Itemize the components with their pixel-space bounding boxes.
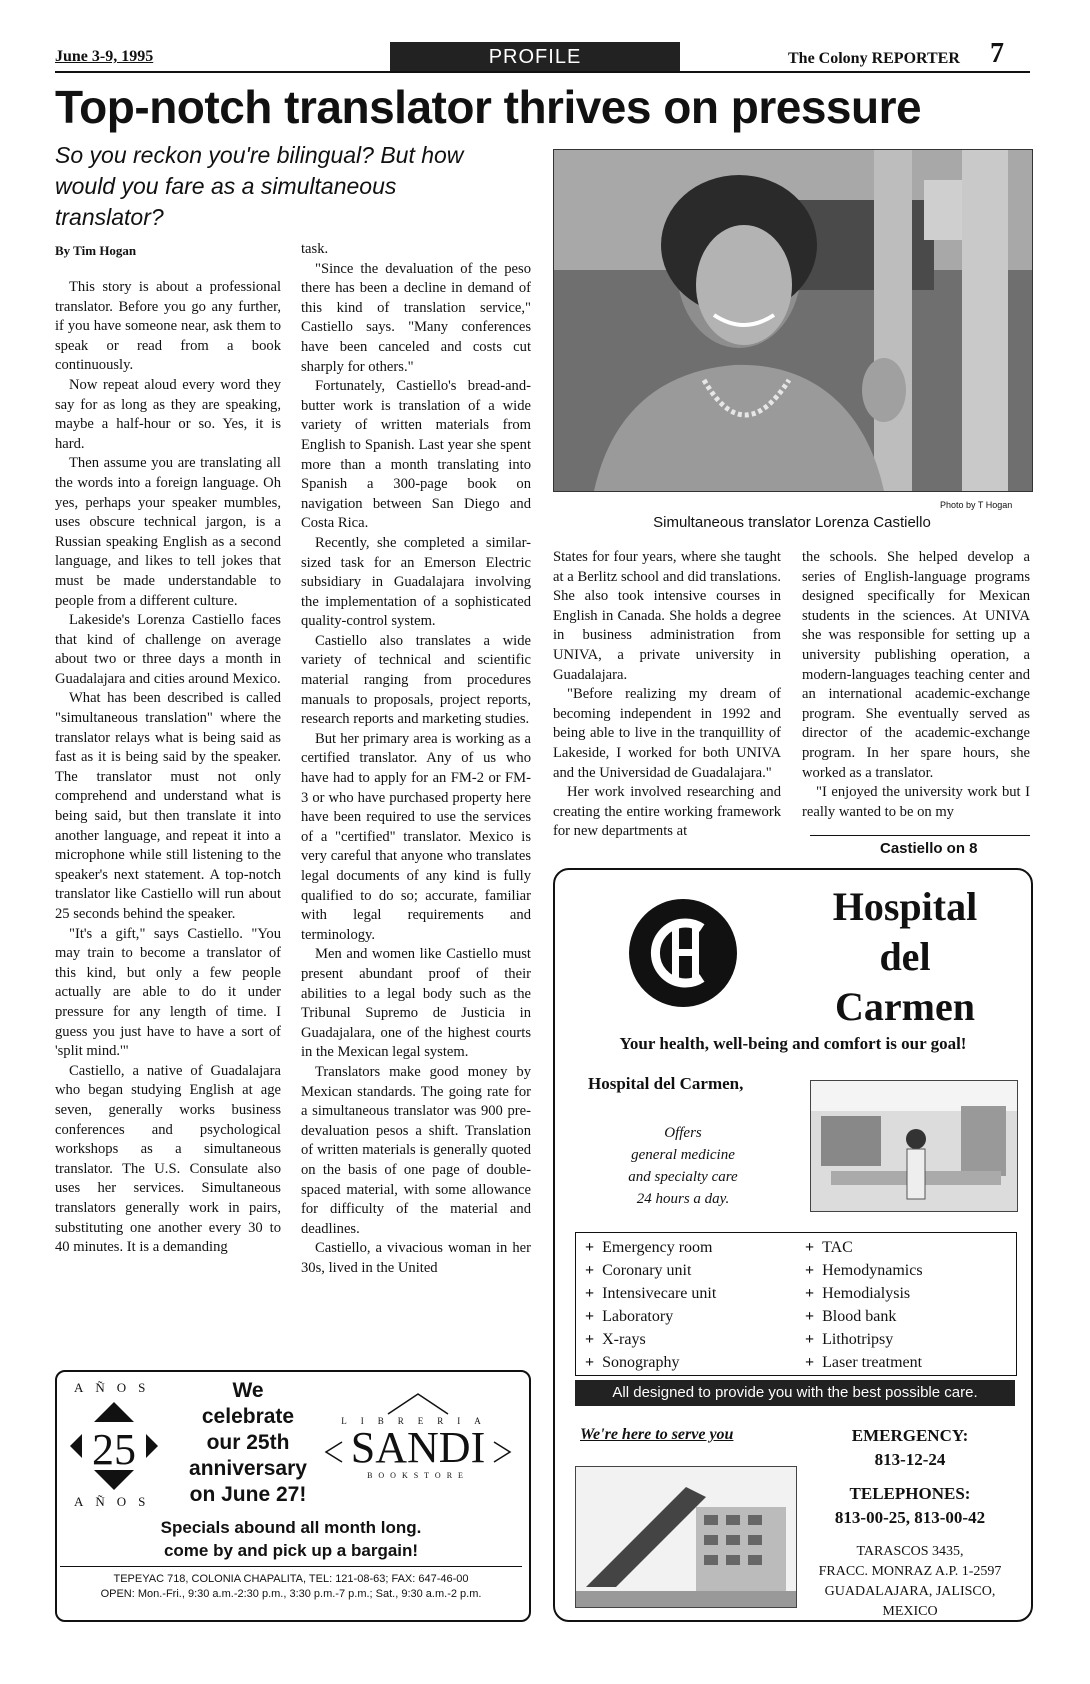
hospital-serve-tagline: We're here to serve you — [580, 1426, 734, 1443]
paragraph: This story is about a professional translator. Before you go any further, if you have someone near, ask them to speak or read from a book continuously. — [55, 279, 281, 374]
paragraph: Translators make good money by Mexican standards. The going rate for a simultaneous translator was 900 pre-devaluation pesos a shift. Translation of written materials is generally quoted on the basis of one page of double-spaced material, with some allowance for difficulty of the material and deadlines. — [301, 1063, 531, 1237]
list-item: + Blood bank — [805, 1308, 897, 1325]
list-item: + Lithotripsy — [805, 1331, 894, 1348]
list-item: + TAC — [805, 1239, 853, 1256]
paragraph: Then assume you are translating all the words into a foreign language. Oh yes, perhaps your speaker mumbles, uses obscure technical jargon, is a Russian speaking English as a second language, and likes to tell jokes that must be made understandable to people from a different culture. — [55, 455, 281, 609]
list-item: + Emergency room — [585, 1239, 713, 1256]
headline: Top-notch translator thrives on pressure — [55, 81, 922, 133]
bookstore-rule — [60, 1566, 522, 1567]
bookstore-address: TEPEYAC 718, COLONIA CHAPALITA, TEL: 121-08-63; FAX: 647-46-00 OPEN: Mon.-Fri., 9:30 a.m.-2:30 p.m., 3:30 p.m.-7 p.m.; Sat., 9:30 a.m.-2 p.m. — [100, 1573, 482, 1600]
article-column-2 — [301, 240, 531, 1278]
continued-rule — [810, 835, 1030, 836]
photo-caption: Simultaneous translator Lorenza Castiello — [653, 514, 931, 531]
anniversary-number: 25 — [92, 1425, 136, 1474]
issue-date: June 3-9, 1995 — [55, 48, 154, 65]
list-item: + Sonography — [585, 1354, 680, 1371]
list-item: + X-rays — [585, 1331, 646, 1348]
services-list-left — [585, 1236, 795, 1374]
deck: So you reckon you're bilingual? But how would you fare as a simultaneous translator? — [55, 142, 464, 230]
paragraph: Castiello, a native of Guadalajara who began studying English at age seven, generally works business conferences and psychological workshops as a simultaneous translator. The U.S. Consulate also uses her services. Simultaneous translators generally work in pairs, substituting one another every 30 to 40 minutes. It is a demanding — [55, 1062, 281, 1256]
hospital-band: All designed to provide you with the best possible care. — [575, 1380, 1015, 1406]
photo-credit: Photo by T Hogan — [940, 500, 1013, 510]
list-item: + Hemodynamics — [805, 1262, 923, 1279]
paragraph: task. — [301, 241, 329, 257]
list-item: + Coronary unit — [585, 1262, 692, 1279]
svg-text:BOOKSTORE: BOOKSTORE — [367, 1471, 469, 1480]
paragraph: "I enjoyed the university work but I really wanted to be on my — [802, 784, 1030, 820]
hospital-logo-icon — [628, 898, 738, 1008]
article-column-1 — [55, 278, 281, 1258]
hospital-slogan: Your health, well-being and comfort is our goal! — [619, 1034, 967, 1053]
list-item: + Intensivecare unit — [585, 1285, 717, 1302]
byline: By Tim Hogan — [55, 243, 137, 258]
hospital-offers: Offers general medicine and specialty care 24 hours a day. — [628, 1125, 738, 1207]
paragraph: Lakeside's Lorenza Castiello faces that kind of challenge on average about two or three days a month in Guadalajara and cities around Mexico. — [55, 612, 281, 687]
paragraph: Recently, she completed a similar-sized task for an Emerson Electric subsidiary in Guadalajara involving the implementation of a sophisticated quality-control system. — [301, 534, 531, 630]
services-list-right — [805, 1236, 1010, 1374]
paragraph: States for four years, where she taught at a Berlitz school and did translations. She also took intensive courses in English in Canada. She holds a degree in business administration from UNIVA, a private university in Guadalajara. — [553, 549, 781, 683]
paragraph: Now repeat aloud every word they say for as long as they are speaking, maybe a half-hour or so. Yes, it is hard. — [55, 376, 281, 452]
svg-text:LIBRERIA: LIBRERIA — [341, 1416, 495, 1426]
article-column-4 — [802, 548, 1030, 822]
hospital-title: Hospital del Carmen — [832, 884, 978, 1029]
paragraph: "Before realizing my dream of becoming independent in 1992 and being able to live in the tranquillity of Lakeside, I worked for both UNIVA and the Universidad de Guadalajara." — [553, 686, 781, 781]
paragraph: "It's a gift," says Castiello. "You may train to become a translator of this kind, but only a few people actually are able to do it under pressure for any length of time. I guess you just have to have a sort of 'split mind.'" — [55, 925, 281, 1060]
list-item: + Hemodialysis — [805, 1285, 911, 1302]
list-item: + Laser treatment — [805, 1354, 923, 1371]
paragraph: Castiello, a vivacious woman in her 30s, lived in the United — [301, 1240, 531, 1276]
paragraph: What has been described is called "simultaneous translation" where the translator relays what is being said as fast as it is being said by the speaker. The translator must not only comprehend and understand what is being said, but then translate it into another language, and repeat it into a microphone while still listening to the speaker's next statement. A top-notch translator like Castiello will run about 25 seconds behind the speaker. — [55, 690, 281, 922]
sandi-logo — [318, 1384, 518, 1484]
paper-name: The Colony REPORTER — [788, 50, 960, 67]
hospital-room-photo — [810, 1080, 1018, 1212]
hospital-building-photo — [575, 1466, 797, 1608]
paragraph: But her primary area is working as a certified translator. Any of us who have had to apply for an FM-2 or FM-3 or who have purchased property here have been required to use the services of a "certified" translator. Mexico is very careful that anyone who translates legal documents of any kind is fully qualified to do so; accurate, familiar with legal requirements and terminology. — [301, 730, 531, 943]
anniversary-badge-icon — [68, 1400, 160, 1492]
paragraph: Her work involved researching and creating the entire working framework for new departments at — [553, 784, 781, 840]
section-label: PROFILE — [390, 42, 680, 72]
anniversary-message: We celebrate our 25th anniversary on June 27! — [189, 1379, 307, 1506]
hospital-contact: EMERGENCY: 813-12-24 TELEPHONES: 813-00-25, 813-00-42 — [834, 1426, 986, 1527]
svg-text:SANDI: SANDI — [350, 1423, 486, 1472]
paragraph: Fortunately, Castiello's bread-and-butter work is translation of a wide variety of written materials from English to Spanish. Last year she spent more than a month translating into Spanish a 300-page book on navigation between San Diego and Costa Rica. — [301, 378, 531, 532]
anos-label-bottom: AÑOS — [74, 1494, 158, 1509]
anos-label-top: AÑOS — [74, 1380, 158, 1395]
paragraph: the schools. She helped develop a series of English-language programs designed specifically for Mexican students in the sciences. At UNIVA she was responsible for setting up a university publishing operation, a modern-languages teaching center and an international academic-exchange program. She eventually served as director of the academic-exchange program. In her spare hours, she worked as a translator. — [802, 549, 1030, 781]
continued-label: Castiello on 8 — [880, 840, 978, 857]
hospital-name: Hospital del Carmen, — [588, 1074, 744, 1093]
paragraph: "Since the devaluation of the peso there has been a decline in demand of this kind of translation service," Castiello says. "Many conferences have been canceled and costs cut sharply for others." — [301, 260, 531, 375]
list-item: + Laboratory — [585, 1308, 674, 1325]
bookstore-specials: Specials abound all month long. come by and pick up a bargain! — [160, 1518, 422, 1560]
hospital-room-illustration — [811, 1081, 1017, 1211]
header-rule — [55, 71, 1030, 73]
paragraph: Castiello also translates a wide variety of technical and scientific material ranging from procedures manuals to proposals, project reports, research reports and marketing studies. — [301, 632, 531, 728]
hospital-address: TARASCOS 3435, FRACC. MONRAZ A.P. 1-2597 GUADALAJARA, JALISCO, MEXICO — [818, 1544, 1002, 1619]
page-number: 7 — [990, 38, 1004, 69]
article-column-3 — [553, 548, 781, 842]
portrait-photo — [553, 149, 1033, 492]
portrait-illustration — [554, 150, 1032, 491]
paragraph: Men and women like Castiello must present abundant proof of their abilities to a legal body such as the Tribunal Supremo de Justicia in Guadajalara, one of the highest courts in the Mexican legal system. — [301, 946, 531, 1061]
hospital-building-illustration — [576, 1467, 796, 1607]
